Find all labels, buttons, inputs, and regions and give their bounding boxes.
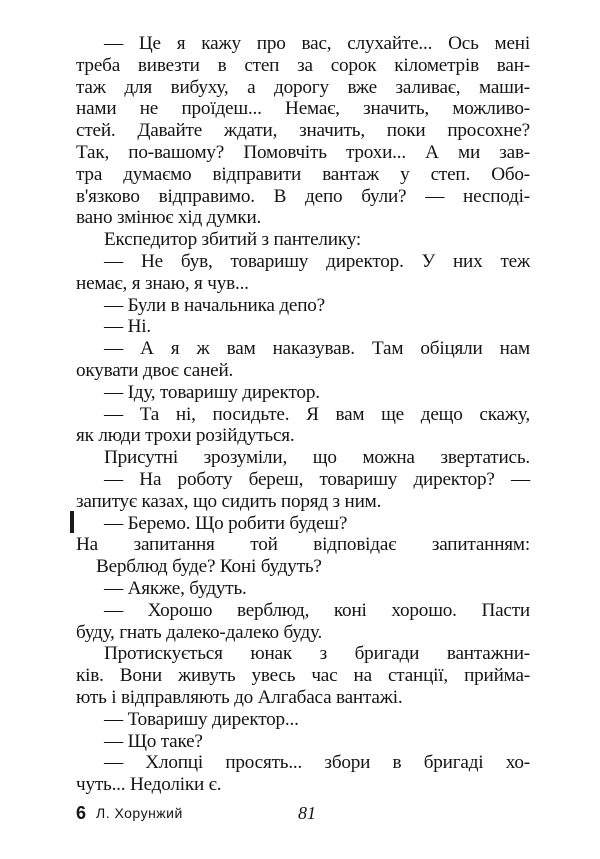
text-line: ків. Вони живуть увесь час на станції, прийма- <box>76 665 530 687</box>
text-line: нами не проїдеш... Немає, значить, можливо- <box>76 98 530 120</box>
text-line: ють і відправляють до Алгабаса вантажі. <box>76 686 403 708</box>
text-line: — Що таке? <box>104 730 203 752</box>
text-line: окувати двоє саней. <box>76 359 234 381</box>
text-line: Верблюд буде? Коні будуть? <box>96 556 322 578</box>
text-line: — Товаришу директор... <box>104 708 299 730</box>
text-line: вано змінює хід думки. <box>76 207 262 229</box>
text-line: Протискується юнак з бригади вантажни- <box>104 643 530 665</box>
text-line: Експедитор збитий з пантелику: <box>104 229 361 251</box>
text-line: стей. Давайте ждати, значить, поки просохне? <box>76 120 530 142</box>
page-number: 81 <box>298 803 316 823</box>
text-line: — Ні. <box>104 316 151 338</box>
text-line: Так, по-вашому? Помовчіть трохи... А ми зав- <box>76 141 530 163</box>
text-line: — Та ні, посидьте. Я вам ще дещо скажу, <box>104 403 530 425</box>
text-line: — А я ж вам наказував. Там обіцяли нам <box>104 338 530 360</box>
text-line: треба вивезти в степ за сорок кілометрів ван- <box>76 54 530 76</box>
text-line: — Іду, товаришу директор. <box>104 381 320 403</box>
page-footer <box>76 803 530 825</box>
text-line: тра думаємо відправити вантаж у степ. Обо- <box>76 163 530 185</box>
body-text <box>76 33 530 796</box>
text-line: Присутні зрозуміли, що можна звертатись. <box>104 447 530 469</box>
text-line: немає, я знаю, я чув... <box>76 272 249 294</box>
text-line: — На роботу береш, товаришу директор? — <box>104 468 530 490</box>
text-line: — Були в начальника депо? <box>104 294 325 316</box>
text-line: чуть... Недоліки є. <box>76 774 222 796</box>
text-line: — Аякже, будуть. <box>104 577 247 599</box>
margin-mark <box>70 511 74 533</box>
text-line: запитує казах, що сидить поряд з ним. <box>76 490 382 512</box>
text-line: — Беремо. Що робити будеш? <box>104 512 348 534</box>
text-line: — Не був, товаришу директор. У них теж <box>104 250 530 272</box>
text-line: — Хлопці просять... збори в бригаді хо- <box>104 752 530 774</box>
text-line: буду, гнать далеко-далеко буду. <box>76 621 323 643</box>
signature-author: Л. Хорунжий <box>96 805 183 821</box>
text-line: таж для вибуху, а дорогу вже заливає, маши- <box>76 76 530 98</box>
signature-number: 6 <box>76 803 87 823</box>
text-line: — Це я кажу про вас, слухайте... Ось мені <box>104 33 530 54</box>
text-line: в'язково відправимо. В депо були? — несподі- <box>76 185 530 207</box>
text-line: — Хорошо верблюд, коні хорошо. Пасти <box>104 599 530 621</box>
text-line: як люди трохи розійдуться. <box>76 425 295 447</box>
text-line: На запитання той відповідає запитанням: <box>76 534 530 556</box>
